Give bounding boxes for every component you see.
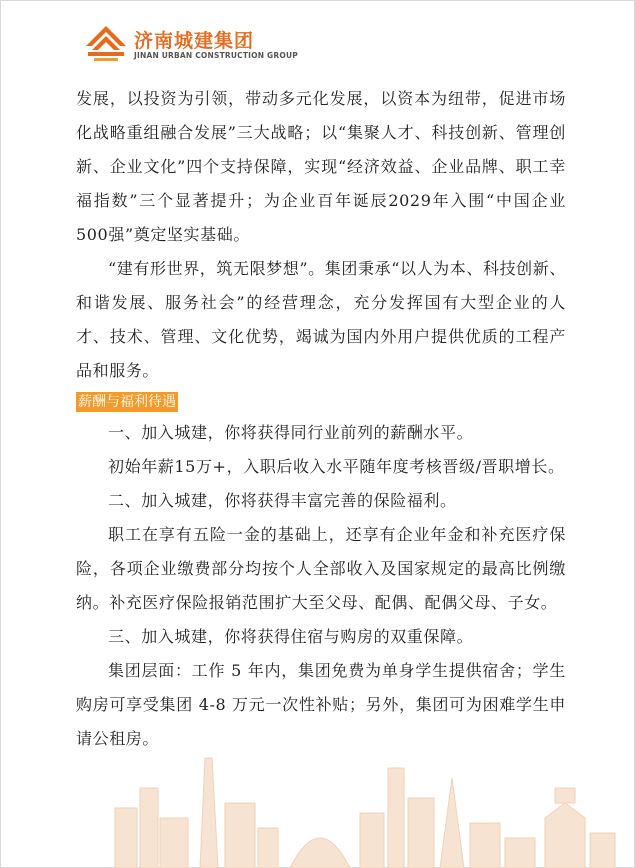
section-heading-benefits: 薪酬与福利待遇 — [78, 394, 176, 410]
benefit-2-title: 二、加入城建，你将获得丰富完善的保险福利。 — [108, 491, 457, 510]
intro-paragraph-2: “建有形世界，筑无限梦想”。集团秉承“以人为本、科技创新、和谐发展、服务社会”的经营理念，充分发挥国有大型企业的人才、技术、管理、文化优势，竭诚为国内外用户提供优质的工程产品和服务。 — [76, 259, 566, 380]
logo-chinese-name: 济南城建集团 — [134, 30, 255, 52]
benefit-2-body: 职工在享有五险一金的基础上，还享有企业年金和补充医疗保险，各项企业缴费部分均按个人全部收入及国家规定的最高比例缴纳。补充医疗保险报销范围扩大至父母、配偶、配偶父母、子女。 — [76, 525, 566, 612]
benefit-3-title: 三、加入城建，你将获得住宿与购房的双重保障。 — [108, 627, 474, 646]
benefit-3-body: 集团层面：工作 5 年内，集团免费为单身学生提供宿舍；学生购房可享受集团 4-8 万元一次性补贴；另外，集团可为困难学生申请公租房。 — [76, 661, 566, 748]
logo-mark-icon — [84, 22, 128, 66]
city-skyline-illustration — [0, 748, 635, 868]
logo-english-name: JINAN URBAN CONSTRUCTION GROUP — [134, 51, 298, 60]
benefit-1-title: 一、加入城建，你将获得同行业前列的薪酬水平。 — [108, 423, 474, 442]
benefit-1-body: 初始年薪15万+，入职后收入水平随年度考核晋级/晋职增长。 — [108, 457, 565, 476]
intro-paragraph-1: 发展，以投资为引领，带动多元化发展，以资本为纽带，促进市场化战略重组融合发展”三大战略；以“集聚人才、科技创新、管理创新、企业文化”四个支持保障，实现“经济效益、企业品牌、职工幸福指数”三个显著提升；为企业百年诞辰2029年入围“中国企业500强”奠定坚实基础。 — [76, 89, 566, 244]
company-logo — [84, 22, 298, 66]
document-body — [76, 82, 566, 756]
